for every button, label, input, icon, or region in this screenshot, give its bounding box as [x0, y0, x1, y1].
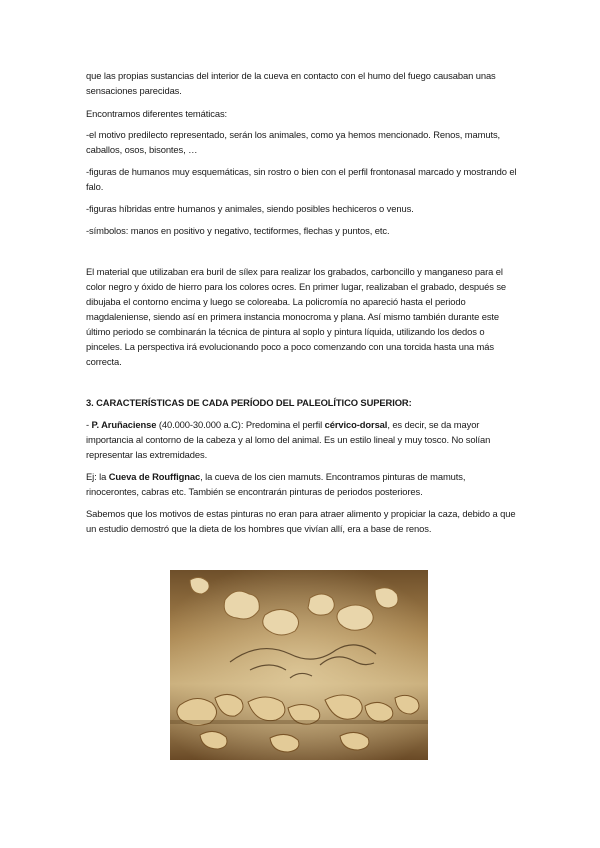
paragraph-aurignacian	[86, 417, 520, 462]
text-description: , la cueva de los cien mamuts. Encontramos pinturas de mamuts, rinocerontes, cabras etc. También se encontrarán pinturas de periodos posteriores.	[86, 471, 466, 497]
cave-ceiling-image	[170, 570, 428, 760]
paragraph-smoke: que las propias sustancias del interior de la cueva en contacto con el humo del fuego causaban unas sensaciones parecidas.	[86, 70, 496, 96]
text-description: , es decir, se da mayor importancia al contorno de la cabeza y al lomo del animal. Es un estilo lineal y muy tosco. No solían representar las extremidades.	[86, 419, 491, 460]
paragraph-theme-symbols: -símbolos: manos en positivo y negativo, tectiformes, flechas y puntos, etc.	[86, 225, 390, 236]
document-page	[86, 68, 520, 536]
paragraph-materials: El material que utilizaban era buril de sílex para realizar los grabados, carboncillo y manganeso para el color negro y óxido de hierro para los colores ocres. En primer lugar, realizaban el grabado, después se dibujaba el contorno encima y luego se coloreaba. La policromía no apareció hasta el periodo magdaleniense, siendo así en primera instancia monocroma y plana. Así mismo también durante este último periodo se combinarán la técnica de pintura al soplo y pintura líquida, utilizando los dedos o pinceles. La perspectiva irá evolucionando poco a poco comenzando con una torcida hasta una más correcta.	[86, 266, 507, 367]
section-heading: 3. CARACTERÍSTICAS DE CADA PERÍODO DEL PALEOLÍTICO SUPERIOR:	[86, 397, 412, 408]
bold-period-name: P. Aruñaciense	[91, 419, 157, 430]
paragraph-diet: Sabemos que los motivos de estas pinturas no eran para atraer alimento y propiciar la caza, debido a que un estudio demostró que la dieta de los hombres que vivían allí, era a base de renos.	[86, 508, 516, 534]
paragraph-rouffignac	[86, 469, 520, 499]
paragraph-theme-animals: -el motivo predilecto representado, serán los animales, como ya hemos mencionado. Renos, mamuts, caballos, osos, bisontes, …	[86, 129, 501, 155]
text-prefix: Ej: la	[86, 471, 109, 482]
bold-profile-term: cérvico-dorsal	[324, 419, 388, 430]
bold-cave-name: Cueva de Rouffignac	[108, 471, 201, 482]
paragraph-themes-intro: Encontramos diferentes temáticas:	[86, 108, 228, 119]
paragraph-theme-hybrids: -figuras híbridas entre humanos y animales, siendo posibles hechiceros o venus.	[86, 203, 414, 214]
paragraph-theme-humans: -figuras de humanos muy esquemáticas, sin rostro o bien con el perfil frontonasal marcado y mostrando el falo.	[86, 166, 517, 192]
text-prefix: -	[86, 419, 92, 430]
cave-painting-photo	[170, 570, 428, 760]
text-dates: (40.000-30.000 a.C): Predomina el perfil	[156, 419, 325, 430]
